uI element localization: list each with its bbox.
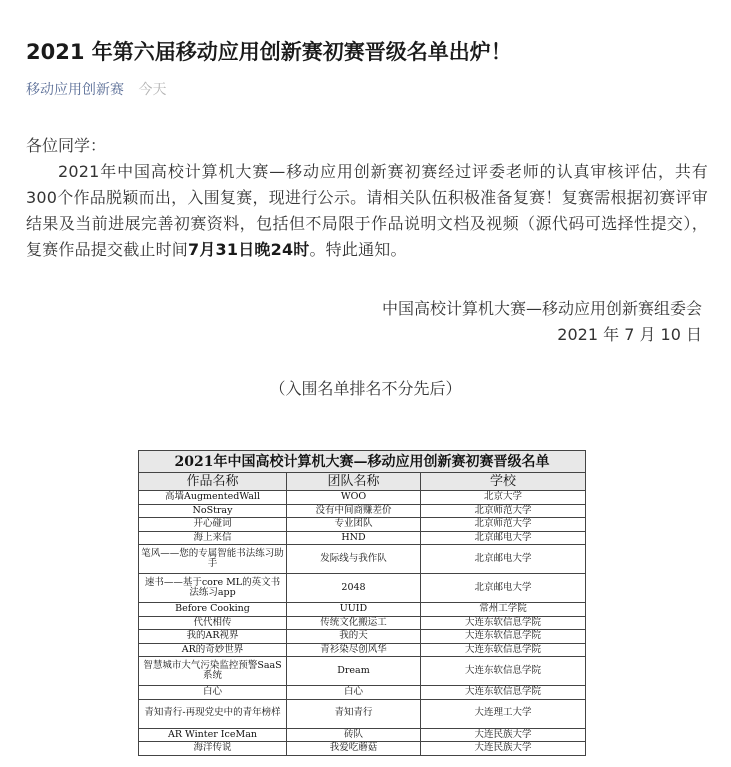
table-body [139, 491, 586, 756]
cell-work: NoStray [139, 504, 287, 518]
header-school: 学校 [421, 473, 586, 491]
table-row [139, 643, 586, 657]
article-body [26, 133, 708, 263]
cell-work: 高墙AugmentedWall [139, 491, 287, 505]
header-team: 团队名称 [287, 473, 421, 491]
signature-organization: 中国高校计算机大赛—移动应用创新赛组委会 [381, 299, 702, 318]
publish-date: 今天 [138, 82, 167, 98]
finalist-table [138, 450, 586, 756]
greeting: 各位同学： [26, 136, 107, 155]
cell-school: 大连东软信息学院 [421, 630, 586, 644]
cell-work: 海洋传说 [139, 742, 287, 756]
table-row [139, 531, 586, 545]
cell-school: 北京邮电大学 [421, 574, 586, 603]
paragraph-ending: 。特此通知。 [309, 240, 407, 259]
cell-school: 大连民族大学 [421, 742, 586, 756]
cell-school: 大连民族大学 [421, 728, 586, 742]
cell-work: AR的奇妙世界 [139, 643, 287, 657]
cell-work: 我的AR视界 [139, 630, 287, 644]
table-row [139, 504, 586, 518]
cell-work: 代代相传 [139, 616, 287, 630]
account-name-link[interactable]: 移动应用创新赛 [26, 82, 124, 98]
cell-school: 北京邮电大学 [421, 545, 586, 574]
cell-school: 大连东软信息学院 [421, 686, 586, 700]
deadline-emphasis: 7月31日晚24时 [188, 240, 310, 259]
table-row [139, 699, 586, 728]
cell-team: UUID [287, 603, 421, 617]
cell-work: 笔风——您的专属智能书法练习助手 [139, 545, 287, 574]
cell-school: 大连理工大学 [421, 699, 586, 728]
cell-team: 青知青行 [287, 699, 421, 728]
signature-date: 2021 年 7 月 10 日 [557, 325, 702, 344]
table-row [139, 630, 586, 644]
paragraph-text: 2021年中国高校计算机大赛—移动应用创新赛初赛经过评委老师的认真审核评估，共有300个作品脱颖而出，入围复赛，现进行公示。请相关队伍积极准备复赛！复赛需根据初赛评审结果及当前进展完善初赛资料，包括但不局限于作品说明文档及视频（源代码可选择性提交），复赛作品提交截止时间 [26, 162, 708, 259]
cell-school: 大连东软信息学院 [421, 643, 586, 657]
cell-team: 发际线与我作队 [287, 545, 421, 574]
cell-school: 北京师范大学 [421, 518, 586, 532]
table-header-row [139, 473, 586, 491]
table-row [139, 518, 586, 532]
table-caption: 2021年中国高校计算机大赛—移动应用创新赛初赛晋级名单 [139, 451, 586, 473]
table-row [139, 686, 586, 700]
cell-team: 传统文化搬运工 [287, 616, 421, 630]
cell-team: 砖队 [287, 728, 421, 742]
cell-school: 北京师范大学 [421, 504, 586, 518]
table-row [139, 603, 586, 617]
cell-school: 北京大学 [421, 491, 586, 505]
cell-work: 速书——基于core ML的英文书法练习app [139, 574, 287, 603]
cell-work: 白心 [139, 686, 287, 700]
table-row [139, 657, 586, 686]
announcement-paragraph [26, 159, 708, 263]
table-caption-row [139, 451, 586, 473]
cell-school: 大连东软信息学院 [421, 616, 586, 630]
table-row [139, 742, 586, 756]
cell-work: Before Cooking [139, 603, 287, 617]
cell-team: 白心 [287, 686, 421, 700]
finalist-table-image [138, 450, 585, 756]
article-title: 2021 年第六届移动应用创新赛初赛晋级名单出炉！ [26, 40, 512, 64]
cell-team: 专业团队 [287, 518, 421, 532]
table-row [139, 545, 586, 574]
cell-school: 北京邮电大学 [421, 531, 586, 545]
cell-work: 海上来信 [139, 531, 287, 545]
cell-team: WOO [287, 491, 421, 505]
list-order-note: （入围名单排名不分先后） [269, 379, 462, 398]
cell-team: HND [287, 531, 421, 545]
table-row [139, 574, 586, 603]
cell-team: 2048 [287, 574, 421, 603]
cell-work: 智慧城市大气污染监控预警SaaS系统 [139, 657, 287, 686]
article-meta [26, 79, 166, 99]
table-row [139, 616, 586, 630]
table-row [139, 728, 586, 742]
cell-work: 开心碰词 [139, 518, 287, 532]
cell-team: 青衫染尽创风华 [287, 643, 421, 657]
cell-school: 常州工学院 [421, 603, 586, 617]
cell-team: 我的天 [287, 630, 421, 644]
cell-team: 我爱吃蘑菇 [287, 742, 421, 756]
table-row [139, 491, 586, 505]
cell-team: Dream [287, 657, 421, 686]
cell-school: 大连东软信息学院 [421, 657, 586, 686]
cell-work: AR Winter IceMan [139, 728, 287, 742]
cell-team: 没有中间商赚差价 [287, 504, 421, 518]
header-work: 作品名称 [139, 473, 287, 491]
cell-work: 青知青行-再现党史中的青年榜样 [139, 699, 287, 728]
